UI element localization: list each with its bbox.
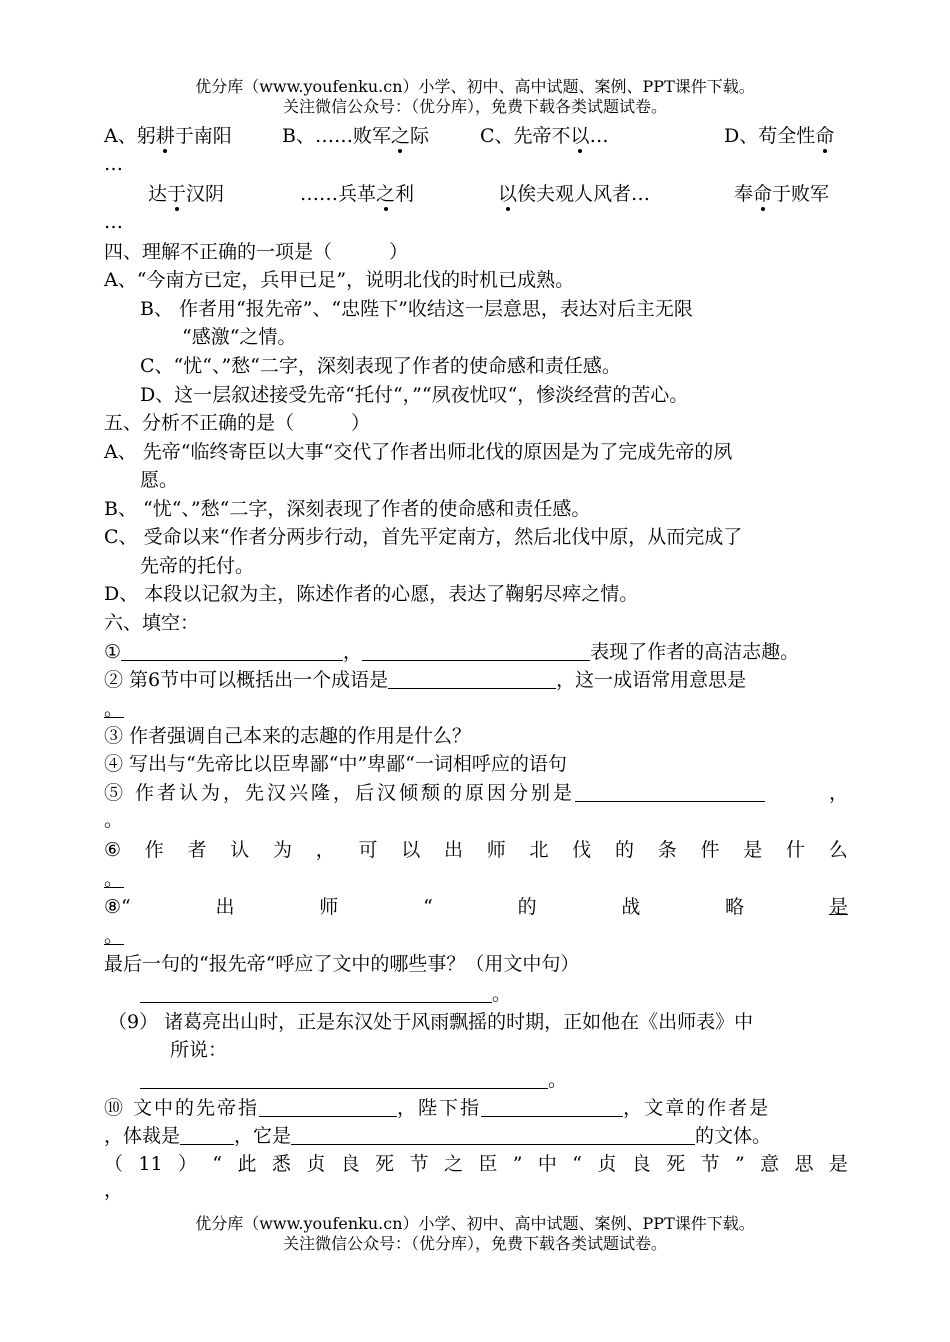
q6-item-6 [104, 836, 848, 864]
text: 。 [492, 983, 512, 1005]
justified-char: 中 [537, 1153, 557, 1175]
justified-char: 节 [409, 1153, 429, 1175]
text: ① [104, 641, 122, 663]
q5-option-a-line2: 愿。 [140, 469, 179, 491]
q3-row1-continuation: … [104, 153, 123, 175]
q3-row2-option-c [498, 180, 650, 208]
q3-row1-option-a [104, 122, 232, 150]
q6-last-question: 最后一句的“报先帝“呼应了文中的哪些事？（用文中句） [104, 953, 580, 975]
text: 际 [409, 125, 429, 147]
blank-field[interactable] [575, 779, 765, 802]
text: … [589, 125, 609, 147]
justified-char: 为 [273, 839, 293, 861]
justified-char: 悉 [271, 1153, 291, 1175]
justified-char: 可 [358, 839, 378, 861]
q6-item-9-line2: 所说： [170, 1039, 228, 1061]
dotted-char: 命 [815, 125, 835, 147]
q4-option-b-line2: “感激“之情。 [182, 326, 297, 348]
footer-line-1: 优分库（www.youfenku.cn）小学、初中、高中试题、案例、PPT课件下载。 [195, 1214, 755, 1233]
blank-field[interactable] [140, 1066, 548, 1089]
justified-char: “ [212, 1153, 223, 1175]
justified-char: ， [315, 839, 335, 861]
text: 表现了作者的高洁志趣。 [590, 641, 800, 663]
justified-char: 什 [786, 839, 806, 861]
blank-field[interactable] [362, 638, 590, 661]
q6-item-1 [104, 638, 799, 666]
justified-char: 良 [340, 1153, 360, 1175]
justified-char: 件 [700, 839, 720, 861]
text: ，文章的作者是 [623, 1097, 771, 1119]
q3-row1-option-b [282, 122, 429, 150]
q3-row2-option-a [148, 180, 224, 208]
q3-row2-option-d [734, 180, 829, 208]
justified-char: 略 [725, 896, 745, 918]
dotted-char: 于 [167, 183, 187, 205]
text: 利 [395, 183, 415, 205]
q6-item-5-end: 。 [104, 809, 124, 831]
blank-field[interactable] [140, 980, 492, 1003]
blank-field[interactable]: 。 [104, 922, 124, 945]
q6-item-6-end [104, 862, 124, 890]
blank-field[interactable]: 。 [104, 865, 124, 888]
justified-char: 条 [657, 839, 677, 861]
q6-item-5 [104, 779, 848, 807]
text: ⑩ 文中的先帝指 [104, 1097, 260, 1119]
q3-row2-option-b [300, 180, 414, 208]
justified-char: 节 [700, 1153, 720, 1175]
dotted-char: 命 [753, 183, 773, 205]
justified-char: 是 [743, 839, 763, 861]
q6-item-2 [104, 666, 746, 694]
text: ，这一成语常用意思是 [556, 669, 747, 691]
dotted-char: 以 [498, 183, 518, 205]
q5-option-a-line1: A、 先帝“临终寄臣以大事“交代了作者出师北伐的原因是为了完成先帝的夙 [104, 441, 733, 463]
text: ， [343, 641, 363, 663]
text: 于败军 [772, 183, 830, 205]
text: 于南阳 [174, 125, 232, 147]
q6-last-answer [140, 980, 511, 1008]
q4-option-b-line1: B、 作者用“报先帝”、“忠陛下”收结这一层意思，表达对后主无限 [140, 298, 693, 320]
dotted-char: 之 [376, 183, 396, 205]
justified-char: 贞 [597, 1153, 617, 1175]
dotted-char: 之 [390, 125, 410, 147]
text: D、苟全性 [724, 125, 816, 147]
justified-char: 贞 [306, 1153, 326, 1175]
justified-char: ） [177, 1153, 197, 1175]
justified-char: 良 [631, 1153, 651, 1175]
text: ……兵革 [300, 183, 377, 205]
justified-char: 思 [794, 1153, 814, 1175]
q6-item-11-end: ， [104, 1179, 124, 1201]
text: C、先帝不 [480, 125, 571, 147]
q6-item-8-end [104, 919, 124, 947]
q5-option-b: B、 “忧“、”愁“二字，深刻表现了作者的使命感和责任感。 [104, 498, 591, 520]
q5-option-d: D、 本段以记叙为主，陈述作者的心愿，表达了鞠躬尽瘁之情。 [104, 583, 639, 605]
justified-char: 是 [828, 896, 848, 918]
q4-title: 四、理解不正确的一项是（ ） [104, 241, 409, 263]
q3-row1-option-c [480, 122, 609, 150]
text: 奉 [734, 183, 754, 205]
blank-field[interactable] [121, 638, 343, 661]
text: ， [828, 782, 848, 804]
text: ，陛下指 [397, 1097, 482, 1119]
justified-char: “ [572, 1153, 582, 1175]
q5-option-c-line1: C、 受命以来“作者分两步行动，首先平定南方，然后北伐中原，从而完成了 [104, 526, 743, 548]
text: 达 [148, 183, 168, 205]
blank-field[interactable] [291, 1122, 695, 1145]
justified-char: ⑥ [104, 839, 122, 861]
justified-char: 是 [828, 1153, 848, 1175]
justified-char: 者 [187, 839, 207, 861]
justified-char: 之 [443, 1153, 463, 1175]
justified-char: 出 [215, 896, 235, 918]
dotted-char: 耕 [155, 125, 175, 147]
header-line-1: 优分库（www.youfenku.cn）小学、初中、高中试题、案例、PPT课件下载。 [195, 77, 755, 96]
justified-char: ” [512, 1153, 523, 1175]
justified-char: 意 [760, 1153, 780, 1175]
text: 汉阴 [186, 183, 225, 205]
justified-char: ⑧“ [104, 896, 131, 918]
text: 。 [548, 1069, 568, 1091]
blank-field[interactable] [481, 1094, 623, 1117]
justified-char: 以 [401, 839, 421, 861]
header-line-2: 关注微信公众号：（优分库），免费下载各类试题试卷。 [282, 97, 667, 116]
q6-item-9-line1: （9） 诸葛亮出山时，正是东汉处于风雨飘摇的时期，正如他在《出师表》中 [108, 1011, 754, 1033]
text: A、躬 [104, 125, 156, 147]
justified-char: 的 [615, 839, 635, 861]
justified-char: 死 [375, 1153, 395, 1175]
text: 俟夫观人风者… [517, 183, 651, 205]
text: B、……败军 [282, 125, 391, 147]
text: ，体裁是 [104, 1125, 181, 1147]
q3-row2-continuation: … [104, 211, 123, 233]
justified-char: 师 [319, 896, 339, 918]
justified-char: 北 [529, 839, 549, 861]
justified-char: 臣 [478, 1153, 498, 1175]
justified-char: 伐 [572, 839, 592, 861]
q4-option-a: A、“今南方已定，兵甲已足”，说明北伐的时机已成熟。 [104, 269, 575, 291]
q5-title: 五、分析不正确的是（ ） [104, 412, 371, 434]
q4-option-d: D、这一层叙述接受先帝“托付“，”“夙夜忧叹“，惨淡经营的苦心。 [140, 384, 689, 406]
q6-item-9-answer [140, 1066, 567, 1094]
justified-char: 此 [237, 1153, 257, 1175]
justified-char: 11 [138, 1153, 163, 1175]
q6-item-10 [104, 1094, 848, 1122]
justified-char: 出 [444, 839, 464, 861]
q6-item-2-end [104, 692, 124, 720]
text: 的文体。 [695, 1125, 772, 1147]
justified-char: （ [104, 1153, 124, 1175]
text: ⑤ 作者认为，先汉兴隆，后汉倾颓的原因分别是 [104, 782, 576, 804]
blank-field[interactable] [388, 666, 556, 689]
q6-item-11 [104, 1150, 848, 1178]
q6-title: 六、填空： [104, 612, 200, 634]
dotted-char: 以 [570, 125, 590, 147]
q6-item-10-line2 [104, 1122, 771, 1150]
justified-char: 师 [486, 839, 506, 861]
q6-item-8 [104, 893, 848, 921]
justified-char: 死 [666, 1153, 686, 1175]
q6-item-4: ④ 写出与“先帝比以臣卑鄙“中”卑鄙“一词相呼应的语句 [104, 753, 567, 775]
justified-char: 的 [517, 896, 537, 918]
q6-item-3: ③ 作者强调自己本来的志趣的作用是什么？ [104, 725, 472, 747]
justified-char: ” [735, 1153, 745, 1175]
q3-row1-option-d [724, 122, 834, 150]
blank-field[interactable] [180, 1122, 234, 1145]
blank-field[interactable]: 。 [104, 695, 124, 718]
q4-option-c: C、“忧“、”愁“二字，深刻表现了作者的使命感和责任感。 [140, 355, 621, 377]
justified-char: “ [423, 896, 433, 918]
q5-option-c-line2: 先帝的托付。 [140, 555, 255, 577]
justified-char: 战 [621, 896, 641, 918]
blank-field[interactable] [259, 1094, 397, 1117]
justified-char: 认 [230, 839, 250, 861]
text: ② 第6节中可以概括出一个成语是 [104, 669, 389, 691]
footer-line-2: 关注微信公众号：（优分库），免费下载各类试题试卷。 [282, 1234, 667, 1253]
justified-char: 么 [828, 839, 848, 861]
text: ，它是 [234, 1125, 292, 1147]
justified-char: 作 [144, 839, 164, 861]
